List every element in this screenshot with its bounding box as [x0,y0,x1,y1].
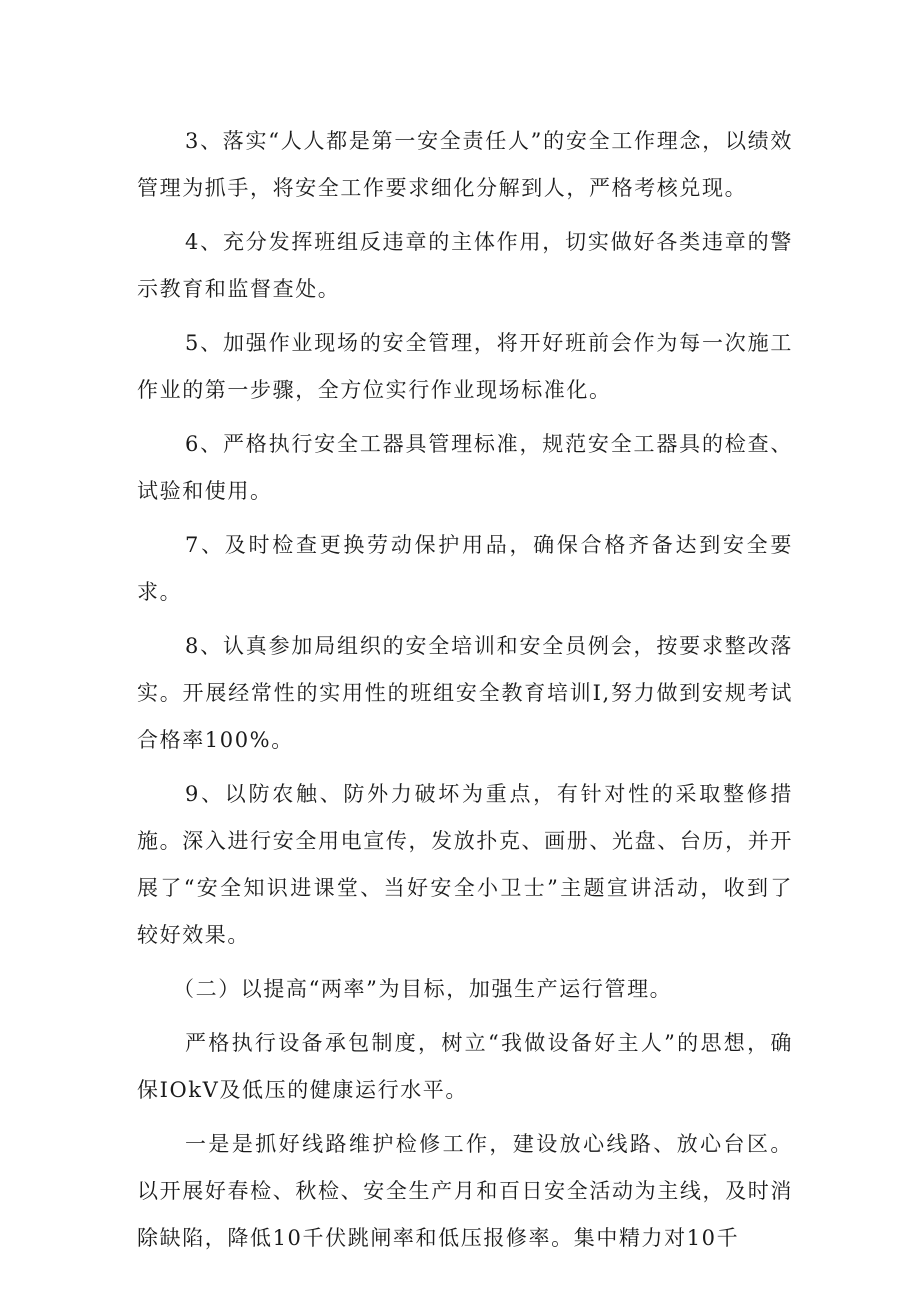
paragraph-line-maintenance: 一是是抓好线路维护检修工作，建设放心线路、放心台区。以开展好春检、秋检、安全生产月和百日安全活动为主线，及时消除缺陷，降低10千伏跳闸率和低压报修率。集中精力对10千 [137,1132,793,1250]
paragraph-item-8: 8、认真参加局组织的安全培训和安全员例会，按要求整改落实。开展经常性的实用性的班组安全教育培训I,努力做到安规考试合格率100%。 [137,634,793,752]
document-body [137,118,793,1269]
paragraph-item-7: 7、及时检查更换劳动保护用品，确保合格齐备达到安全要求。 [137,533,793,604]
paragraph-item-6: 6、严格执行安全工器具管理标准，规范安全工器具的检查、试验和使用。 [137,432,793,503]
section-heading: （二）以提高“两率”为目标，加强生产运行管理。 [173,977,673,1001]
paragraph-item-3: 3、落实“人人都是第一安全责任人”的安全工作理念，以绩效管理为抓手，将安全工作要求细化分解到人，严格考核兑现。 [137,129,793,200]
paragraph-item-4: 4、充分发挥班组反违章的主体作用，切实做好各类违章的警示教育和监督查处。 [137,230,793,301]
paragraph-equipment: 严格执行设备承包制度，树立“我做设备好主人”的思想，确保IOkV及低压的健康运行水平。 [137,1031,793,1102]
paragraph-item-9: 9、以防农触、防外力破坏为重点，有针对性的采取整修措施。深入进行安全用电宣传，发放扑克、画册、光盘、台历，并开展了“安全知识进课堂、当好安全小卫士”主题宣讲活动，收到了较好效果。 [137,782,793,947]
paragraph-item-5: 5、加强作业现场的安全管理，将开好班前会作为每一次施工作业的第一步骤，全方位实行作业现场标准化。 [137,331,793,402]
